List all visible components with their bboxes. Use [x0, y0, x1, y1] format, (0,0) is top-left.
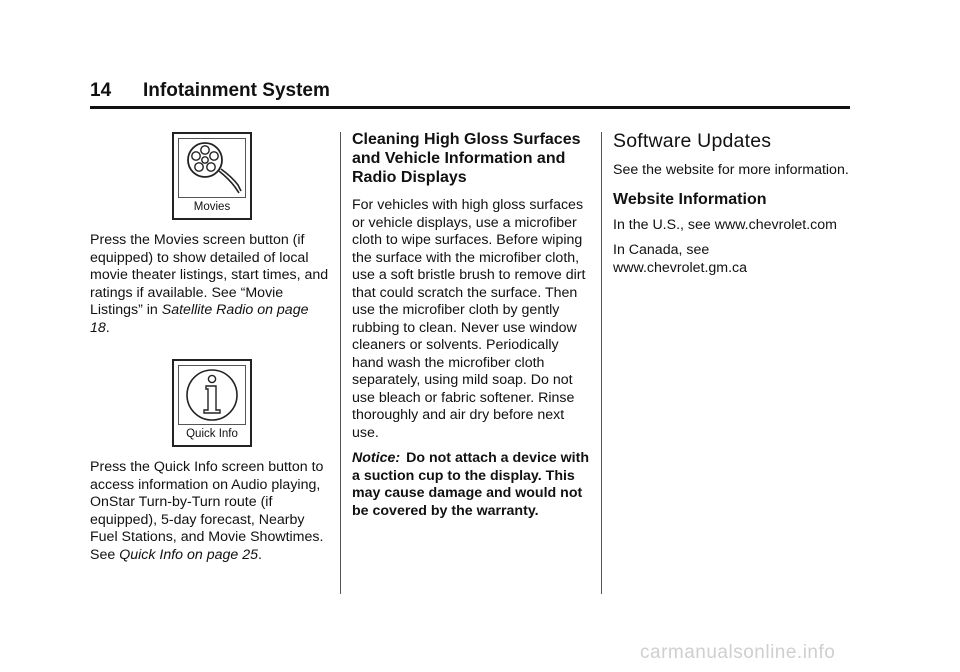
- column-divider-2: [601, 132, 602, 594]
- quick-info-icon-label: Quick Info: [186, 428, 238, 440]
- column-2: [352, 130, 592, 520]
- column-divider-1: [340, 132, 341, 594]
- page-header: [90, 80, 850, 109]
- film-reel-icon: [179, 139, 245, 197]
- notice-block: [352, 450, 592, 520]
- column-1: [90, 130, 330, 572]
- notice-label: Notice:: [352, 450, 401, 466]
- quick-info-screen-button-illustration: [172, 359, 252, 447]
- page-number: 14: [90, 80, 112, 101]
- cleaning-instructions: For vehicles with high gloss surfaces or vehicle displays, use a microfiber cloth to wipe surfaces. Before wiping the surface with the microfiber cloth, use a soft bristle brush to remove dirt that could scratch the surface. Then use the microfiber cloth by gently rubbing to clean. Never use window cleaners or solvents. Periodically hand wash the microfiber cloth separately, using mild soap. Do not use bleach or fabric softener. Rinse thoroughly and air dry before next use.: [352, 197, 586, 441]
- movies-description: Press the Movies screen button (if equipped) to show detailed of local movie theater listings, start times, and ratings if available. See “Movie Listings” in Satellite Radio on page 18.: [90, 232, 329, 336]
- info-icon: [179, 366, 245, 424]
- canada-website-text: In Canada, see www.chevrolet.gm.ca: [613, 242, 748, 276]
- quick-info-reference: Quick Info on page 25: [119, 546, 259, 563]
- movies-screen-button-illustration: [172, 132, 252, 220]
- software-updates-intro: See the website for more information.: [613, 162, 849, 178]
- satellite-radio-reference: Satellite Radio on page 18: [90, 302, 309, 336]
- notice-text: Do not attach a device with a suction cup to the display. This may cause damage and would not be covered by the warranty.: [352, 450, 589, 519]
- section-title: Infotainment System: [143, 80, 330, 101]
- watermark: carmanualsonline.info: [640, 642, 836, 663]
- cleaning-heading: Cleaning High Gloss Surfaces and Vehicle Information and Radio Displays: [352, 131, 581, 186]
- software-updates-heading: Software Updates: [613, 130, 772, 152]
- website-information-heading: Website Information: [613, 190, 767, 208]
- quick-info-description: Press the Quick Info screen button to access information on Audio playing, OnStar Turn-by-Turn route (if equipped), 5-day forecast, Nearby Fuel Stations, and Movie Showtimes. See Quick Info on page 25.: [90, 459, 324, 563]
- column-3: [613, 130, 858, 285]
- us-website-text: In the U.S., see www.chevrolet.com: [613, 216, 837, 233]
- movies-icon-label: Movies: [193, 201, 231, 213]
